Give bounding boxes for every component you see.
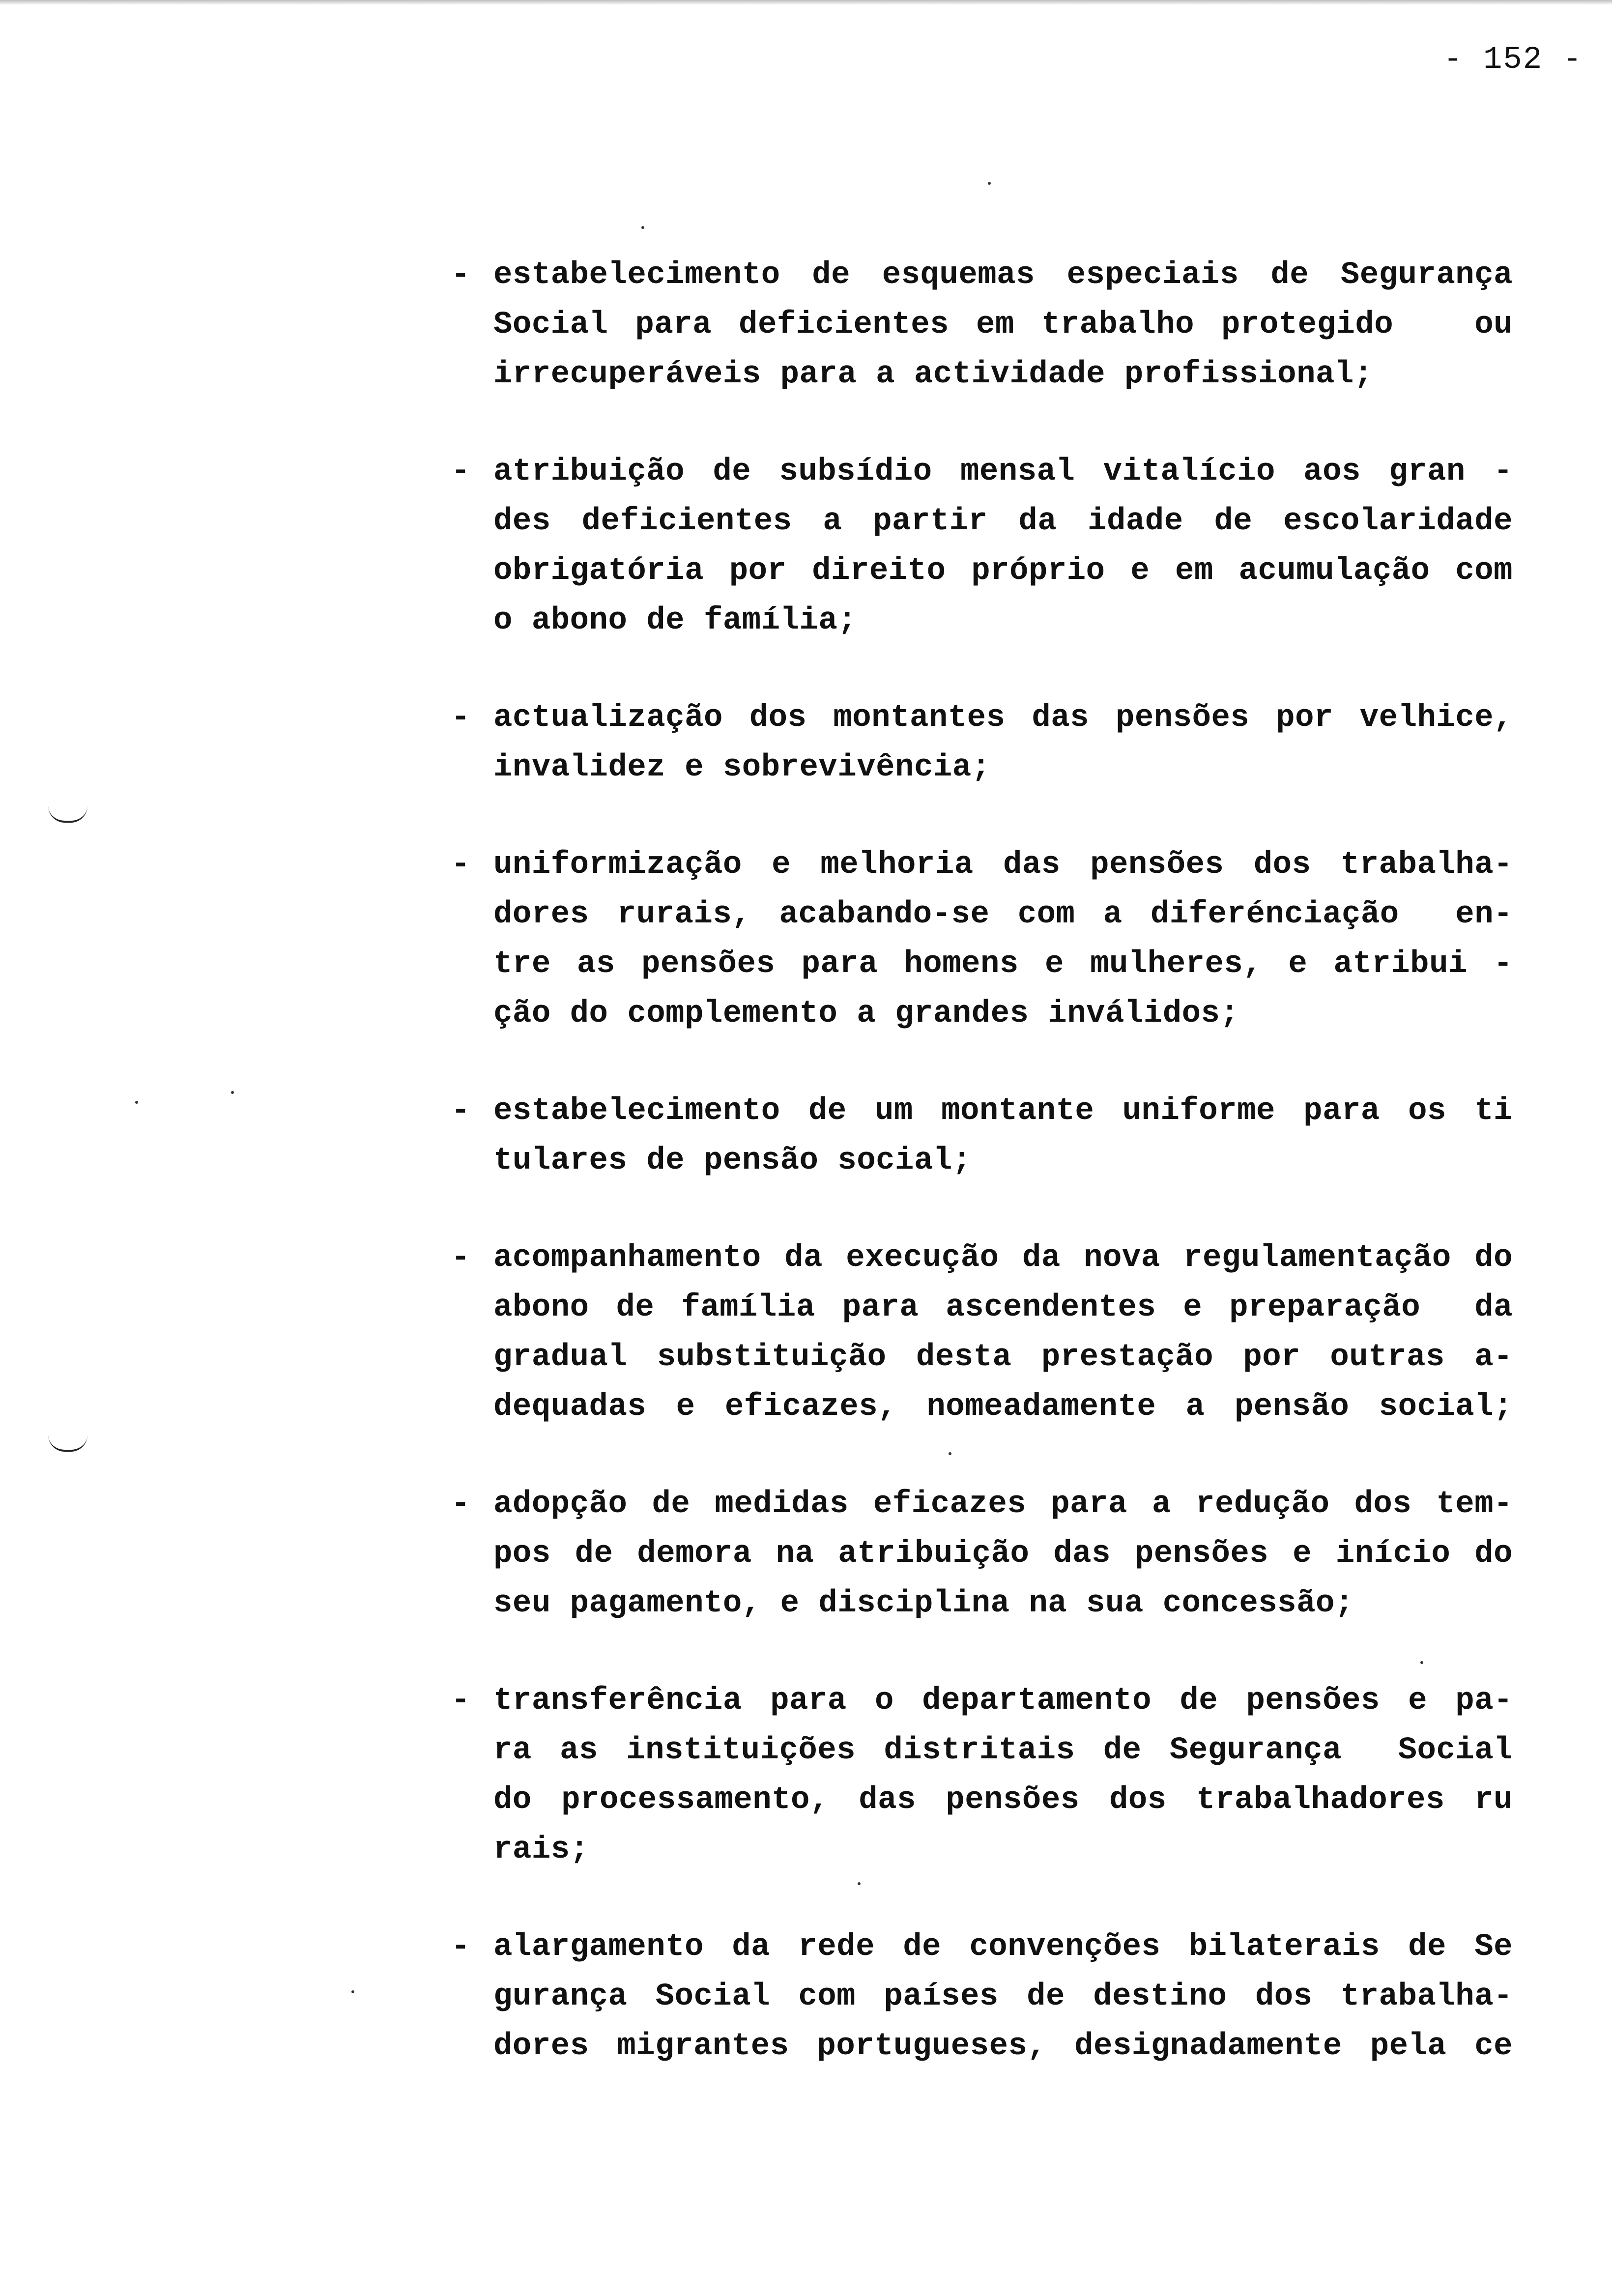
item-line: tulares de pensão social; (493, 1143, 972, 1178)
list-item (451, 693, 1513, 793)
item-line: irrecuperáveis para a actividade profissional; (493, 357, 1373, 392)
item-line: invalidez e sobrevivência; (493, 750, 991, 785)
item-line: abono de família para ascendentes e preparação da (493, 1290, 1513, 1325)
item-line: transferência para o departamento de pensões e pa- (493, 1683, 1513, 1719)
item-line: adopção de medidas eficazes para a redução dos tem- (493, 1487, 1513, 1522)
scan-speck (351, 1990, 354, 1993)
list-item (451, 251, 1513, 400)
page-number: - 152 - (1443, 42, 1583, 78)
bullet-dash: - (451, 454, 470, 489)
bullet-list (451, 251, 1513, 2119)
list-item (451, 840, 1513, 1039)
item-line: o abono de família; (493, 603, 857, 638)
item-line: estabelecimento de esquemas especiais de Segurança (493, 258, 1513, 293)
item-line: obrigatória por direito próprio e em acumulação com (493, 553, 1513, 589)
bullet-dash: - (451, 258, 470, 293)
bullet-dash: - (451, 1683, 470, 1719)
scan-speck (135, 1101, 138, 1104)
list-item (451, 1923, 1513, 2071)
punch-mark-lower (48, 1435, 87, 1452)
item-line: pos de demora na atribuição das pensões e início do (493, 1536, 1513, 1572)
item-line: gurança Social com países de destino dos trabalha- (493, 1979, 1513, 2014)
item-line: atribuição de subsídio mensal vitalício aos gran - (493, 454, 1513, 489)
item-line: estabelecimento de um montante uniforme para os ti (493, 1093, 1513, 1129)
item-line: gradual substituição desta prestação por outras a- (493, 1340, 1513, 1375)
bullet-dash: - (451, 1487, 470, 1522)
item-line: alargamento da rede de convenções bilaterais de Se (493, 1929, 1513, 1965)
item-line: uniformização e melhoria das pensões dos trabalha- (493, 847, 1513, 883)
item-line: dores migrantes portugueses, designadamente pela ce (493, 2029, 1513, 2064)
list-item (451, 1234, 1513, 1432)
item-line: ra as instituições distritais de Segurança Social (493, 1733, 1513, 1768)
item-line: actualização dos montantes das pensões por velhice, (493, 700, 1513, 736)
bullet-dash: - (451, 1093, 470, 1129)
bullet-dash: - (451, 1240, 470, 1276)
scan-speck (231, 1091, 234, 1094)
list-item (451, 447, 1513, 646)
item-line: rais; (493, 1832, 589, 1867)
item-line: tre as pensões para homens e mulheres, e atribui - (493, 947, 1513, 982)
item-line: seu pagamento, e disciplina na sua concessão; (493, 1586, 1354, 1621)
punch-mark-upper (48, 806, 87, 823)
list-item (451, 1480, 1513, 1629)
scan-speck (988, 182, 991, 185)
list-item (451, 1087, 1513, 1186)
item-line: dores rurais, acabando-se com a diferénciação en- (493, 897, 1513, 932)
item-line: ção do complemento a grandes inválidos; (493, 996, 1239, 1032)
item-line: dequadas e eficazes, nomeadamente a pensão social; (493, 1389, 1513, 1425)
item-line: acompanhamento da execução da nova regulamentação do (493, 1240, 1513, 1276)
scan-speck (641, 226, 644, 229)
bullet-dash: - (451, 1929, 470, 1965)
item-line: Social para deficientes em trabalho protegido ou (493, 307, 1513, 343)
bullet-dash: - (451, 700, 470, 736)
scan-top-edge (0, 0, 1612, 5)
item-line: do processamento, das pensões dos trabalhadores ru (493, 1782, 1513, 1818)
list-item (451, 1676, 1513, 1875)
item-line: des deficientes a partir da idade de escolaridade (493, 504, 1513, 539)
bullet-dash: - (451, 847, 470, 883)
